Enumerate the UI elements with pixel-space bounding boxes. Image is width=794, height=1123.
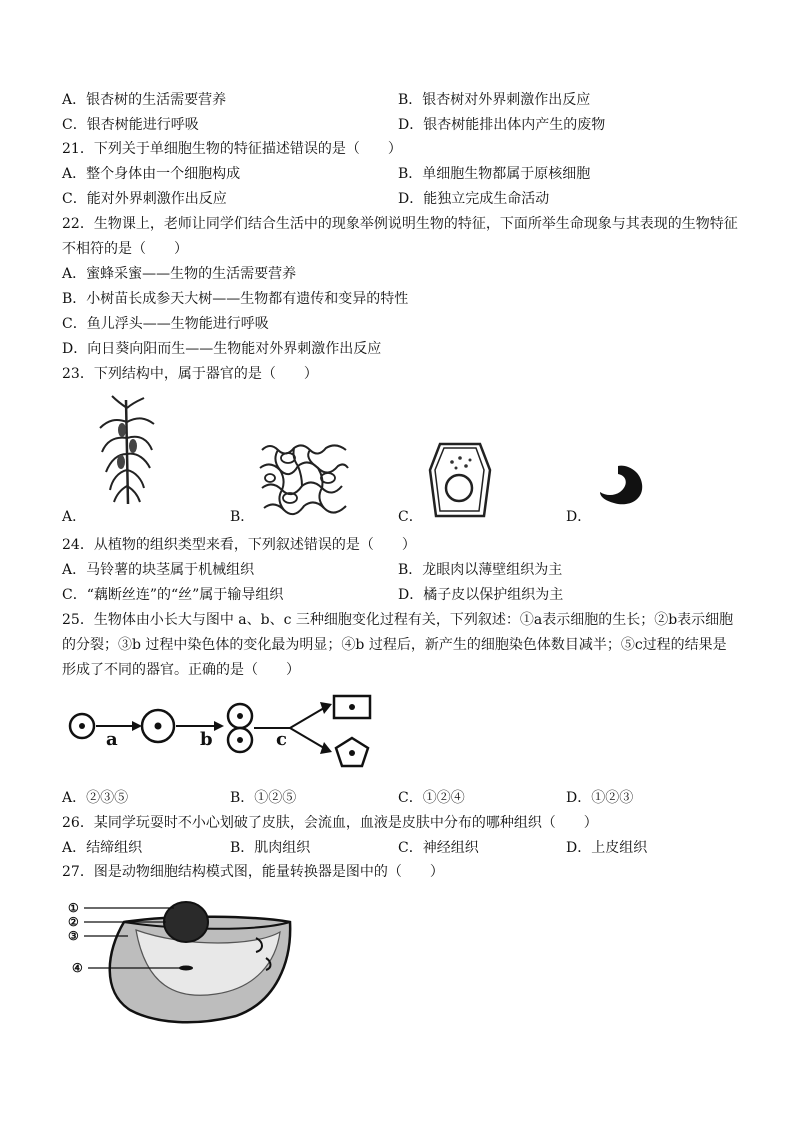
cell-process-diagram bbox=[62, 690, 382, 770]
q21-option-c: C．能对外界刺激作出反应 bbox=[62, 191, 227, 207]
q25-option-b: B．①②⑤ bbox=[230, 790, 297, 806]
q24-option-b: B．龙眼肉以薄壁组织为主 bbox=[398, 562, 563, 578]
q25-option-c: C．①②④ bbox=[398, 790, 465, 806]
arrow-label-c: c bbox=[276, 729, 287, 750]
marker-3: ③ bbox=[68, 929, 79, 943]
q22-option-c: C．鱼儿浮头——生物能进行呼吸 bbox=[62, 316, 269, 332]
q25-stem-line2: 的分裂；③b 过程中染色体的变化最为明显；④b 过程后，新产生的细胞染色体数目减半；⑤c过程的结果是 bbox=[62, 637, 727, 653]
q24-option-d: D．橘子皮以保护组织为主 bbox=[398, 587, 564, 603]
q20-option-a: A．银杏树的生活需要营养 bbox=[62, 92, 227, 108]
q25-option-a: A．②③⑤ bbox=[62, 790, 129, 806]
q23-label-b: B． bbox=[230, 509, 255, 525]
q20-option-c: C．银杏树能进行呼吸 bbox=[62, 117, 199, 133]
q26-option-b: B．肌肉组织 bbox=[230, 840, 311, 856]
marker-4: ④ bbox=[72, 961, 83, 975]
q22-option-d: D．向日葵向阳而生——生物能对外界刺激作出反应 bbox=[62, 341, 382, 357]
q26-option-d: D．上皮组织 bbox=[566, 840, 648, 856]
q26-stem: 26．某同学玩耍时不小心划破了皮肤，会流血，血液是皮肤中分布的哪种组织（ ） bbox=[62, 815, 598, 831]
q26-option-c: C．神经组织 bbox=[398, 840, 479, 856]
q20-option-b: B．银杏树对外界刺激作出反应 bbox=[398, 92, 591, 108]
q24-option-a: A．马铃薯的块茎属于机械组织 bbox=[62, 562, 255, 578]
q23-label-d: D． bbox=[566, 509, 592, 525]
q21-option-b: B．单细胞生物都属于原核细胞 bbox=[398, 166, 591, 182]
marker-2: ② bbox=[68, 915, 79, 929]
tissue-figure bbox=[258, 440, 350, 516]
q23-label-c: C． bbox=[398, 509, 423, 525]
arrow-label-a: a bbox=[106, 729, 118, 750]
plant-cell-figure bbox=[426, 440, 494, 520]
arrow-label-b: b bbox=[200, 729, 213, 750]
q25-stem-line1: 25．生物体由小长大与图中 a、b、c 三种细胞变化过程有关，下列叙述：①a表示细胞的生长；②b表示细胞 bbox=[62, 612, 734, 628]
q25-option-d: D．①②③ bbox=[566, 790, 634, 806]
marker-1: ① bbox=[68, 901, 79, 915]
q22-option-b: B．小树苗长成参天大树——生物都有遗传和变异的特性 bbox=[62, 291, 409, 307]
q26-option-a: A．结缔组织 bbox=[62, 840, 143, 856]
q22-option-a: A．蜜蜂采蜜——生物的生活需要营养 bbox=[62, 266, 297, 282]
q23-stem: 23．下列结构中，属于器官的是（ ） bbox=[62, 366, 318, 382]
q25-stem-line3: 形成了不同的器官。正确的是（ ） bbox=[62, 662, 300, 678]
q22-stem-line1: 22．生物课上，老师让同学们结合生活中的现象举例说明生物的特征，下面所举生命现象与其表现的生物特征 bbox=[62, 216, 738, 232]
q24-stem: 24．从植物的组织类型来看，下列叙述错误的是（ ） bbox=[62, 537, 416, 553]
q21-stem: 21．下列关于单细胞生物的特征描述错误的是（ ） bbox=[62, 141, 402, 157]
stomach-figure bbox=[596, 462, 646, 508]
q27-stem: 27．图是动物细胞结构模式图，能量转换器是图中的（ ） bbox=[62, 864, 444, 880]
q22-stem-line2: 不相符的是（ ） bbox=[62, 241, 188, 257]
q21-option-a: A．整个身体由一个细胞构成 bbox=[62, 166, 241, 182]
q24-option-c: C．“藕断丝连”的“丝”属于输导组织 bbox=[62, 587, 284, 603]
animal-cell-figure bbox=[66, 892, 296, 1026]
q23-label-a: A． bbox=[62, 509, 87, 525]
q20-option-d: D．银杏树能排出体内产生的废物 bbox=[398, 117, 606, 133]
plant-figure bbox=[92, 394, 162, 506]
q21-option-d: D．能独立完成生命活动 bbox=[398, 191, 550, 207]
